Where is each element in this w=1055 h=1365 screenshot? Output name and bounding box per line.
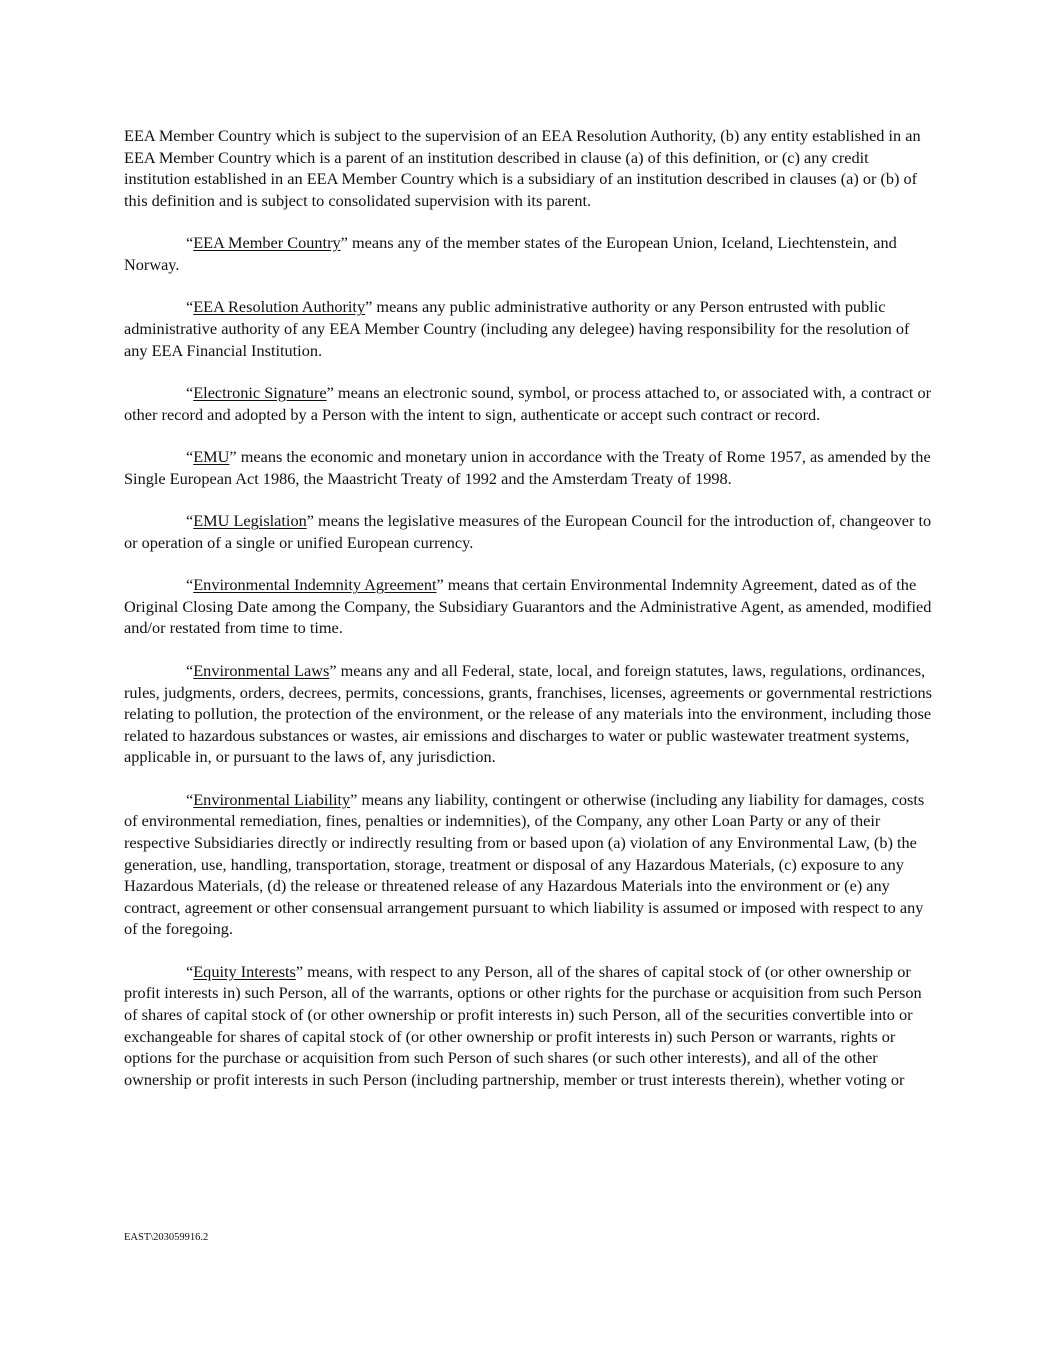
paragraph-text: EEA Member Country which is subject to the supervision of an EEA Resolution Authority, (b) any entity established in an EEA Member Country which is a parent of an institution described in clause (a) of this definition, or (c) any credit institution established in an EEA Member Country which is a subsidiary of an institution described in clauses (a) or (b) of this definition and is subject to consolidated supervision with its parent. bbox=[124, 126, 921, 210]
definition-text: means any liability, contingent or otherwise (including any liability for damages, costs of environmental remediation, fines, penalties or indemnities), of the Company, any other Loan Party or any of their respective Subsidiaries directly or indirectly resulting from or based upon (a) violation of any Environmental Law, (b) the generation, use, handling, transportation, storage, treatment or disposal of any Hazardous Materials, (c) exposure to any Hazardous Materials, (d) the release or threatened release of any Hazardous Materials into the environment or (e) any contract, agreement or other consensual arrangement pursuant to which liability is assumed or imposed with respect to any of the foregoing. bbox=[124, 789, 925, 939]
defined-term: EMU bbox=[193, 447, 230, 467]
open-quote: “ bbox=[186, 660, 194, 680]
definition-text: means any public administrative authority or any Person entrusted with public administrative authority of any EEA Member Country (including any delegee) having responsibility for the resolution of any EEA Financial Institution. bbox=[124, 297, 910, 360]
definition-text: means an electronic sound, symbol, or process attached to, or associated with, a contract or other record and adopted by a Person with the intent to sign, authenticate or accept such contract or record. bbox=[124, 383, 932, 424]
defined-term: Environmental Liability bbox=[193, 789, 351, 809]
definition-text: means the legislative measures of the European Council for the introduction of, changeover to or operation of a single or unified European currency. bbox=[124, 511, 932, 552]
definition-text: means the economic and monetary union in accordance with the Treaty of Rome 1957, as amended by the Single European Act 1986, the Maastricht Treaty of 1992 and the Amsterdam Treaty of 1998. bbox=[124, 447, 931, 488]
definition-text: means, with respect to any Person, all of the shares of capital stock of (or other ownership or profit interests in) such Person, all of the warrants, options or other rights for the purchase or acquisition from such Person of shares of capital stock of (or other ownership or profit interests in) such Person, all of the securities convertible into or exchangeable for shares of capital stock of (or other ownership or profit interests in) such Person or warrants, rights or options for the purchase or acquisition from such Person of such shares (or such other interests), and all of the other ownership or profit interests in such Person (including partnership, member or trust interests therein), whether voting or bbox=[124, 961, 922, 1089]
defined-term: EEA Member Country bbox=[193, 233, 341, 253]
close-quote: ” bbox=[329, 660, 337, 680]
definition-equity-interests bbox=[124, 961, 936, 1091]
definition-eea-member-country bbox=[124, 232, 936, 275]
continuation-paragraph bbox=[124, 125, 936, 211]
document-page bbox=[124, 125, 936, 1090]
close-quote: ” bbox=[326, 383, 334, 403]
defined-term: Equity Interests bbox=[193, 961, 296, 981]
open-quote: “ bbox=[186, 789, 194, 809]
close-quote: ” bbox=[295, 961, 304, 981]
definition-environmental-laws bbox=[124, 660, 936, 768]
close-quote: ” bbox=[365, 297, 373, 317]
close-quote: ” bbox=[306, 511, 314, 531]
defined-term: EMU Legislation bbox=[193, 511, 307, 531]
defined-term: Environmental Indemnity Agreement bbox=[193, 575, 437, 595]
definition-text: means that certain Environmental Indemnity Agreement, dated as of the Original Closing Date among the Company, the Subsidiary Guarantors and the Administrative Agent, as amended, modified and/or restated from time to time. bbox=[124, 575, 932, 638]
document-footer-id: EAST\203059916.2 bbox=[124, 1232, 209, 1243]
open-quote: “ bbox=[186, 511, 194, 531]
close-quote: ” bbox=[229, 447, 237, 467]
open-quote: “ bbox=[186, 383, 194, 403]
defined-term: EEA Resolution Authority bbox=[193, 297, 366, 317]
definition-environmental-indemnity-agreement bbox=[124, 574, 936, 639]
definition-eea-resolution-authority bbox=[124, 296, 936, 361]
definition-text: means any and all Federal, state, local, and foreign statutes, laws, regulations, ordinances, rules, judgments, orders, decrees, permits, concessions, grants, franchises, licenses, agreements or governmental restrictions relating to pollution, the protection of the environment, or the release of any materials into the environment, including those related to hazardous substances or wastes, air emissions and discharges to water or public wastewater treatment systems, applicable in, or pursuant to the laws of, any jurisdiction. bbox=[124, 660, 932, 767]
defined-term: Environmental Laws bbox=[193, 660, 330, 680]
definition-emu bbox=[124, 446, 936, 489]
open-quote: “ bbox=[186, 447, 194, 467]
close-quote: ” bbox=[436, 575, 444, 595]
defined-term: Electronic Signature bbox=[193, 383, 327, 403]
definition-environmental-liability bbox=[124, 789, 936, 940]
definition-electronic-signature bbox=[124, 382, 936, 425]
definition-text: means any of the member states of the European Union, Iceland, Liechtenstein, and Norway. bbox=[124, 233, 897, 274]
definition-emu-legislation bbox=[124, 510, 936, 553]
open-quote: “ bbox=[186, 961, 194, 981]
open-quote: “ bbox=[186, 233, 194, 253]
close-quote: ” bbox=[350, 789, 358, 809]
open-quote: “ bbox=[186, 297, 194, 317]
close-quote: ” bbox=[340, 233, 348, 253]
open-quote: “ bbox=[186, 575, 194, 595]
